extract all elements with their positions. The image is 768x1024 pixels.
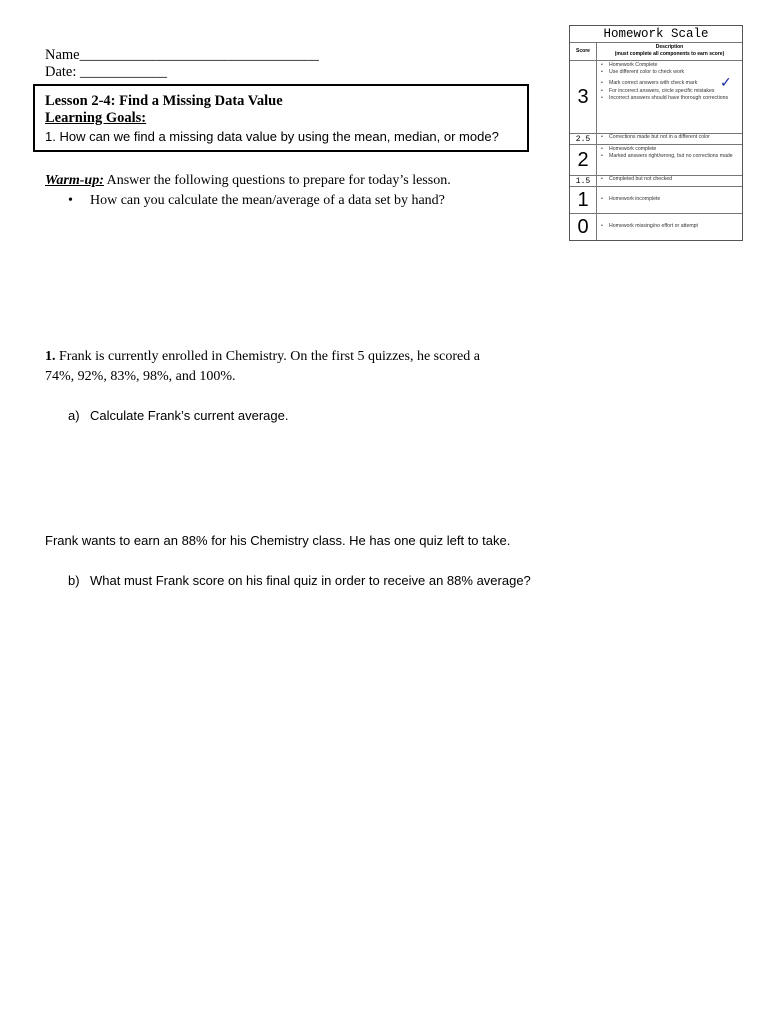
score-1-5: 1.5 <box>570 176 597 186</box>
score-1: 1 <box>570 187 597 213</box>
part-a-label: a) <box>68 408 80 423</box>
score-2: 2 <box>570 145 597 175</box>
warmup-instruction: Answer the following questions to prepare for today’s lesson. <box>106 173 451 188</box>
list-item: • Mark correct answers with check mark <box>601 80 739 87</box>
problem-1-text-1: Frank is currently enrolled in Chemistry. On the first 5 quizzes, he scored a <box>59 349 480 364</box>
list-item: • Homework Complete <box>601 62 739 69</box>
part-b <box>68 573 531 588</box>
scale-row-1-5-description <box>601 176 739 183</box>
part-a <box>68 408 288 423</box>
scale-row-3-description <box>601 62 739 102</box>
scale-row-3 <box>570 61 742 134</box>
scale-row-2-description <box>601 146 739 160</box>
scale-row-1-description <box>601 196 739 203</box>
lesson-box <box>33 84 529 152</box>
warmup-bullet <box>68 193 445 209</box>
scale-row-1 <box>570 187 742 214</box>
learning-goals-heading: Learning Goals: <box>45 110 147 126</box>
list-item: • Corrections made but not in a different color <box>601 134 739 141</box>
scale-row-0-description <box>601 223 739 230</box>
date-field-line[interactable]: Date: ____________ <box>45 64 168 80</box>
score-0: 0 <box>570 214 597 240</box>
list-item: • Homework complete <box>601 146 739 153</box>
problem-1-context: Frank wants to earn an 88% for his Chemistry class. He has one quiz left to take. <box>45 533 511 548</box>
scale-row-1-5 <box>570 176 742 187</box>
description-header-title: Description <box>655 44 684 50</box>
part-b-text: What must Frank score on his final quiz in order to receive an 88% average? <box>90 573 531 588</box>
problem-1-line-1 <box>45 349 480 365</box>
scale-row-0 <box>570 214 742 240</box>
lesson-title: Lesson 2-4: Find a Missing Data Value <box>45 93 283 109</box>
list-item: • Incorrect answers should have thorough corrections <box>601 95 739 102</box>
list-item: • Homework missing/no effort or attempt <box>601 223 739 230</box>
homework-scale-header-row <box>570 43 742 61</box>
checkmark-icon: ✓ <box>720 76 732 91</box>
list-item: • For incorrect answers, circle specific mistakes <box>601 88 739 95</box>
bullet-icon: • <box>68 193 73 208</box>
problem-1-line-2: 74%, 92%, 83%, 98%, and 100%. <box>45 369 236 384</box>
scale-row-2 <box>570 145 742 176</box>
part-b-label: b) <box>68 573 80 588</box>
name-field-line[interactable]: Name_________________________________ <box>45 47 319 63</box>
warmup-label: Warm-up: <box>45 173 104 188</box>
list-item: • Homework incomplete <box>601 196 739 203</box>
list-item: • Marked answers right/wrong, but no corrections made <box>601 153 739 160</box>
description-header-note: (must complete all components to earn score) <box>614 51 725 57</box>
score-column-header: Score <box>570 43 597 60</box>
scale-row-2-5-description <box>601 134 739 141</box>
warmup-bullet-text: How can you calculate the mean/average of a data set by hand? <box>90 193 445 208</box>
scale-row-2-5 <box>570 134 742 145</box>
homework-scale-table <box>569 25 743 241</box>
description-column-header <box>597 44 742 58</box>
learning-goal-1: 1. How can we find a missing data value by using the mean, median, or mode? <box>45 129 499 144</box>
list-item: • Use different color to check work <box>601 69 739 76</box>
list-item: • Completed but not checked <box>601 176 739 183</box>
part-a-text: Calculate Frank’s current average. <box>90 408 289 423</box>
score-3: 3 <box>570 61 597 133</box>
score-2-5: 2.5 <box>570 134 597 144</box>
problem-1-number: 1. <box>45 349 56 364</box>
warmup-line <box>45 173 451 189</box>
homework-scale-title: Homework Scale <box>570 26 742 43</box>
